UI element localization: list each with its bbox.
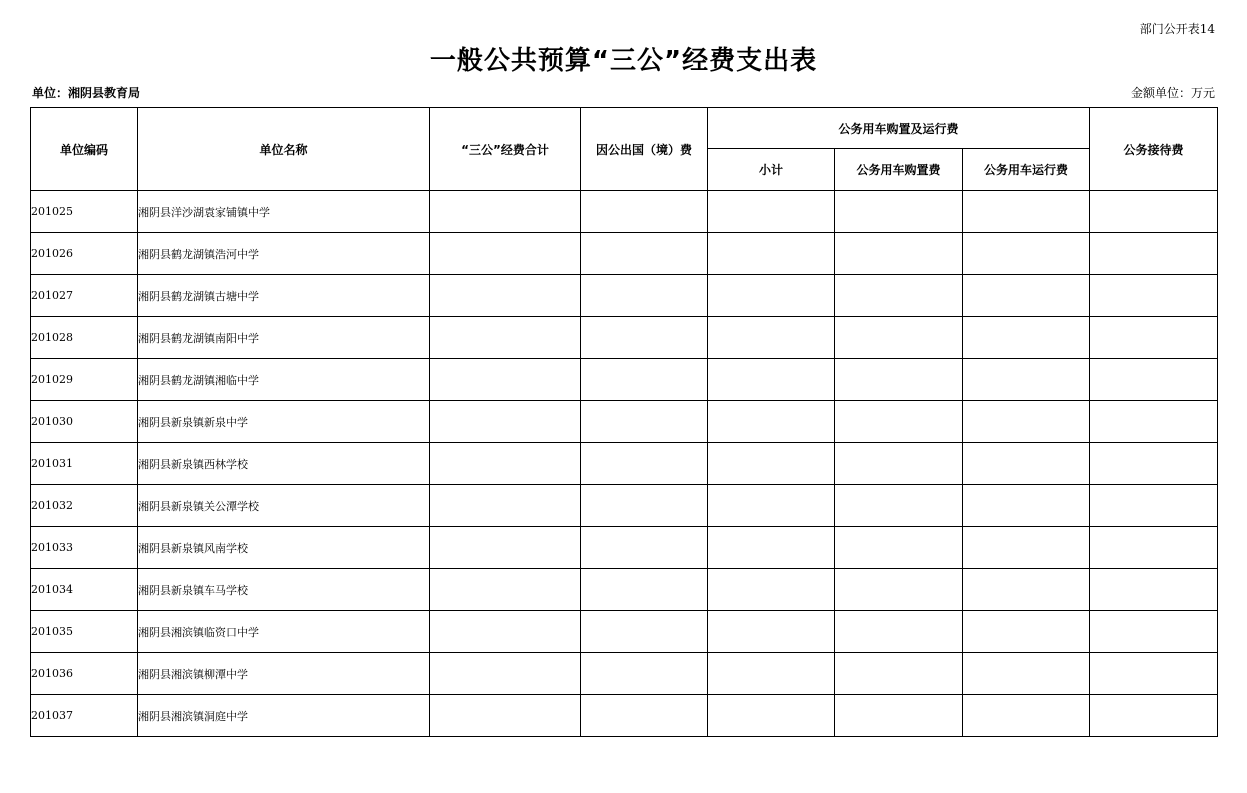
cell-abroad — [581, 569, 708, 611]
cell-subtotal — [708, 191, 835, 233]
cell-vehicle-operation — [963, 401, 1090, 443]
table-row — [31, 527, 1218, 569]
header-total: “三公”经费合计 — [430, 108, 581, 191]
cell-vehicle-purchase — [835, 359, 963, 401]
cell-reception — [1090, 359, 1218, 401]
cell-abroad — [581, 443, 708, 485]
cell-reception — [1090, 695, 1218, 737]
cell-vehicle-purchase — [835, 401, 963, 443]
cell-code: 201036 — [31, 653, 138, 695]
cell-code: 201029 — [31, 359, 138, 401]
table-row — [31, 401, 1218, 443]
cell-vehicle-purchase — [835, 611, 963, 653]
cell-vehicle-operation — [963, 443, 1090, 485]
cell-name: 湘阴县洋沙湖袁家铺镇中学 — [138, 191, 430, 233]
cell-total — [430, 695, 581, 737]
cell-code: 201025 — [31, 191, 138, 233]
table-header — [31, 108, 1218, 191]
cell-name: 湘阴县新泉镇关公潭学校 — [138, 485, 430, 527]
cell-code: 201027 — [31, 275, 138, 317]
cell-code: 201030 — [31, 401, 138, 443]
cell-reception — [1090, 653, 1218, 695]
form-number: 部门公开表14 — [1139, 22, 1215, 36]
cell-vehicle-operation — [963, 527, 1090, 569]
cell-vehicle-purchase — [835, 527, 963, 569]
cell-reception — [1090, 485, 1218, 527]
cell-name: 湘阴县湘滨镇临资口中学 — [138, 611, 430, 653]
cell-vehicle-operation — [963, 653, 1090, 695]
cell-reception — [1090, 191, 1218, 233]
cell-total — [430, 443, 581, 485]
table-row — [31, 275, 1218, 317]
cell-name: 湘阴县新泉镇风南学校 — [138, 527, 430, 569]
header-vehicle-purchase: 公务用车购置费 — [835, 149, 963, 191]
cell-abroad — [581, 485, 708, 527]
cell-code: 201034 — [31, 569, 138, 611]
cell-code: 201031 — [31, 443, 138, 485]
table-row — [31, 359, 1218, 401]
cell-abroad — [581, 695, 708, 737]
cell-vehicle-operation — [963, 611, 1090, 653]
cell-subtotal — [708, 695, 835, 737]
cell-abroad — [581, 317, 708, 359]
cell-reception — [1090, 317, 1218, 359]
header-reception: 公务接待费 — [1090, 108, 1218, 191]
header-name: 单位名称 — [138, 108, 430, 191]
cell-name: 湘阴县新泉镇车马学校 — [138, 569, 430, 611]
cell-total — [430, 359, 581, 401]
cell-code: 201028 — [31, 317, 138, 359]
header-code: 单位编码 — [31, 108, 138, 191]
cell-subtotal — [708, 359, 835, 401]
cell-subtotal — [708, 653, 835, 695]
table-row — [31, 695, 1218, 737]
cell-vehicle-operation — [963, 233, 1090, 275]
cell-total — [430, 653, 581, 695]
cell-reception — [1090, 527, 1218, 569]
table-row — [31, 485, 1218, 527]
cell-abroad — [581, 275, 708, 317]
cell-code: 201033 — [31, 527, 138, 569]
table-body — [31, 191, 1218, 737]
table-row — [31, 611, 1218, 653]
cell-name: 湘阴县新泉镇新泉中学 — [138, 401, 430, 443]
cell-abroad — [581, 191, 708, 233]
cell-vehicle-operation — [963, 359, 1090, 401]
three-public-expenses-table — [30, 107, 1218, 737]
cell-vehicle-purchase — [835, 569, 963, 611]
table-row — [31, 317, 1218, 359]
cell-abroad — [581, 359, 708, 401]
cell-abroad — [581, 233, 708, 275]
cell-subtotal — [708, 569, 835, 611]
cell-reception — [1090, 443, 1218, 485]
cell-subtotal — [708, 317, 835, 359]
amount-unit-label: 金额单位：万元 — [1130, 86, 1215, 100]
unit-label: 单位：湘阴县教育局 — [32, 86, 141, 100]
cell-subtotal — [708, 233, 835, 275]
cell-vehicle-operation — [963, 569, 1090, 611]
cell-reception — [1090, 233, 1218, 275]
cell-vehicle-operation — [963, 695, 1090, 737]
cell-vehicle-operation — [963, 191, 1090, 233]
header-vehicle-group: 公务用车购置及运行费 — [708, 108, 1090, 149]
cell-vehicle-purchase — [835, 443, 963, 485]
cell-vehicle-operation — [963, 317, 1090, 359]
table-row — [31, 569, 1218, 611]
cell-reception — [1090, 569, 1218, 611]
header-subtotal: 小计 — [708, 149, 835, 191]
cell-code: 201026 — [31, 233, 138, 275]
cell-code: 201037 — [31, 695, 138, 737]
cell-abroad — [581, 527, 708, 569]
page-title: 一般公共预算“三公”经费支出表 — [429, 46, 818, 76]
table-row — [31, 653, 1218, 695]
cell-subtotal — [708, 611, 835, 653]
cell-name: 湘阴县湘滨镇洞庭中学 — [138, 695, 430, 737]
cell-subtotal — [708, 485, 835, 527]
cell-vehicle-purchase — [835, 653, 963, 695]
header-abroad: 因公出国（境）费 — [581, 108, 708, 191]
cell-vehicle-purchase — [835, 233, 963, 275]
cell-reception — [1090, 611, 1218, 653]
cell-total — [430, 611, 581, 653]
cell-total — [430, 527, 581, 569]
cell-vehicle-operation — [963, 485, 1090, 527]
header-vehicle-operation: 公务用车运行费 — [963, 149, 1090, 191]
cell-code: 201035 — [31, 611, 138, 653]
cell-total — [430, 401, 581, 443]
cell-total — [430, 275, 581, 317]
cell-name: 湘阴县鹤龙湖镇浩河中学 — [138, 233, 430, 275]
cell-subtotal — [708, 527, 835, 569]
cell-abroad — [581, 611, 708, 653]
cell-total — [430, 569, 581, 611]
cell-vehicle-purchase — [835, 317, 963, 359]
table-row — [31, 233, 1218, 275]
cell-abroad — [581, 653, 708, 695]
cell-vehicle-purchase — [835, 275, 963, 317]
cell-name: 湘阴县鹤龙湖镇古塘中学 — [138, 275, 430, 317]
cell-reception — [1090, 275, 1218, 317]
cell-name: 湘阴县新泉镇西林学校 — [138, 443, 430, 485]
cell-total — [430, 485, 581, 527]
cell-name: 湘阴县鹤龙湖镇南阳中学 — [138, 317, 430, 359]
cell-total — [430, 191, 581, 233]
cell-subtotal — [708, 275, 835, 317]
cell-vehicle-purchase — [835, 485, 963, 527]
cell-code: 201032 — [31, 485, 138, 527]
cell-subtotal — [708, 443, 835, 485]
cell-subtotal — [708, 401, 835, 443]
cell-vehicle-purchase — [835, 191, 963, 233]
cell-total — [430, 233, 581, 275]
cell-reception — [1090, 401, 1218, 443]
cell-abroad — [581, 401, 708, 443]
table-row — [31, 443, 1218, 485]
cell-vehicle-purchase — [835, 695, 963, 737]
cell-total — [430, 317, 581, 359]
cell-name: 湘阴县湘滨镇柳潭中学 — [138, 653, 430, 695]
cell-vehicle-operation — [963, 275, 1090, 317]
cell-name: 湘阴县鹤龙湖镇湘临中学 — [138, 359, 430, 401]
table-row — [31, 191, 1218, 233]
